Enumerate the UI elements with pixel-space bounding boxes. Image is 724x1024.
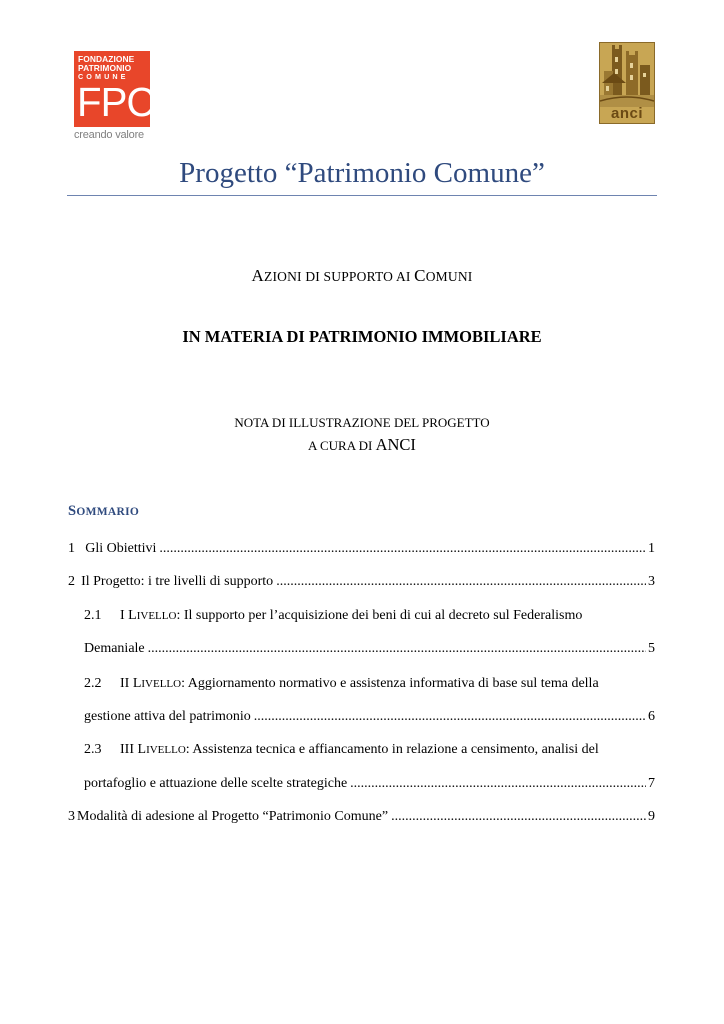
heading-azioni-rest-c: OMUNI: [425, 269, 473, 284]
toc-level-prefix: II: [120, 676, 133, 691]
toc-level-prefix: III: [120, 742, 138, 757]
toc-entry-page: 3: [648, 574, 655, 589]
fpc-logo: [74, 51, 154, 141]
toc-entry-text: [120, 675, 599, 693]
toc-level-cap: L: [137, 742, 147, 757]
heading-azioni-cap-c: C: [414, 266, 426, 285]
heading-materia: IN MATERIA DI PATRIMONIO IMMOBILIARE: [182, 327, 542, 346]
toc-entry-2-1[interactable]: [84, 607, 655, 625]
toc-entry-text-line1: : Il supporto per l’acquisizione dei beni di cui al decreto sul Federalismo: [176, 608, 583, 623]
nota-illustrazione: NOTA DI ILLUSTRAZIONE DEL PROGETTO: [234, 415, 490, 430]
fpc-logo-line3: COMUNE: [78, 72, 129, 81]
fpc-logo-box: [74, 51, 155, 127]
toc-entry-text-line2: Demaniale: [84, 641, 145, 656]
toc-entry-text: Modalità di adesione al Progetto “Patrimonio Comune”: [77, 809, 389, 824]
title-divider: [67, 195, 657, 196]
toc-entry-number: 3: [68, 809, 75, 824]
toc-leader-dots: [159, 540, 646, 558]
toc-entry-page: 6: [648, 709, 655, 724]
heading-azioni-rest-a: ZIONI DI SUPPORTO AI: [264, 269, 415, 284]
anci-logo-word: anci: [610, 105, 643, 122]
toc-entry-1[interactable]: [68, 540, 655, 558]
toc-entry-text-line1: : Assistenza tecnica e affiancamento in relazione a censimento, analisi del: [185, 742, 599, 757]
toc-entry-number: 2.3: [84, 742, 102, 757]
toc-entry-text: [120, 741, 599, 759]
toc-level-cap: L: [128, 608, 137, 623]
toc-entry-text: Gli Obiettivi: [85, 541, 157, 556]
toc-level-cap: L: [132, 676, 142, 691]
toc-level-prefix: I: [120, 608, 129, 623]
toc-entry-2-3[interactable]: [84, 741, 655, 759]
fpc-logo-mark: FPC: [77, 79, 155, 125]
toc-leader-dots: [391, 808, 646, 826]
anci-logo: [599, 42, 655, 124]
fpc-logo-line2: PATRIMONIO: [78, 63, 132, 73]
a-cura-di: [67, 434, 657, 457]
sommario-rest: OMMARIO: [76, 506, 140, 518]
toc-entry-page: 9: [648, 809, 655, 824]
heading-azioni: [67, 265, 657, 288]
toc-entry-2-2-cont[interactable]: [84, 708, 655, 726]
toc-entry-text-line2: portafoglio e attuazione delle scelte strategiche: [84, 776, 348, 791]
toc-leader-dots: [148, 640, 646, 658]
a-cura-di-prefix: A CURA DI: [308, 438, 376, 453]
toc-entry-page: 5: [648, 641, 655, 656]
toc-leader-dots: [254, 708, 646, 726]
toc-entry-number: 2.2: [84, 676, 102, 691]
toc-entry-page: 1: [648, 541, 655, 556]
toc-level-rest: IVELLO: [136, 610, 177, 622]
toc-entry-2-2[interactable]: [84, 675, 655, 693]
toc-entry-page: 7: [648, 776, 655, 791]
sommario-heading: [68, 502, 139, 521]
toc-entry-number: 1: [68, 541, 75, 556]
toc-entry-text: Il Progetto: i tre livelli di supporto: [81, 574, 274, 589]
toc-level-rest: IVELLO: [141, 678, 182, 690]
toc-entry-2[interactable]: [68, 573, 655, 591]
toc-entry-text: [120, 607, 582, 625]
heading-azioni-cap-a: A: [251, 266, 265, 285]
toc-leader-dots: [276, 573, 646, 591]
document-title: Progetto “Patrimonio Comune”: [179, 157, 545, 189]
toc-entry-3[interactable]: [68, 808, 655, 826]
town-towers-icon: [600, 43, 654, 107]
fpc-logo-line1: FONDAZIONE: [78, 54, 135, 64]
a-cura-di-anci: ANCI: [375, 435, 416, 454]
toc-leader-dots: [350, 775, 646, 793]
toc-level-rest: IVELLO: [146, 744, 186, 756]
fpc-logo-tagline: creando valore: [74, 129, 144, 141]
toc-entry-text-line2: gestione attiva del patrimonio: [84, 709, 251, 724]
toc-entry-2-3-cont[interactable]: [84, 775, 655, 793]
toc-entry-number: 2.1: [84, 608, 102, 623]
toc-entry-2-1-cont[interactable]: [84, 640, 655, 658]
toc-entry-text-line1: : Aggiornamento normativo e assistenza informativa di base sul tema della: [181, 676, 599, 691]
sommario-cap: S: [68, 503, 77, 519]
toc-entry-number: 2: [68, 574, 75, 589]
